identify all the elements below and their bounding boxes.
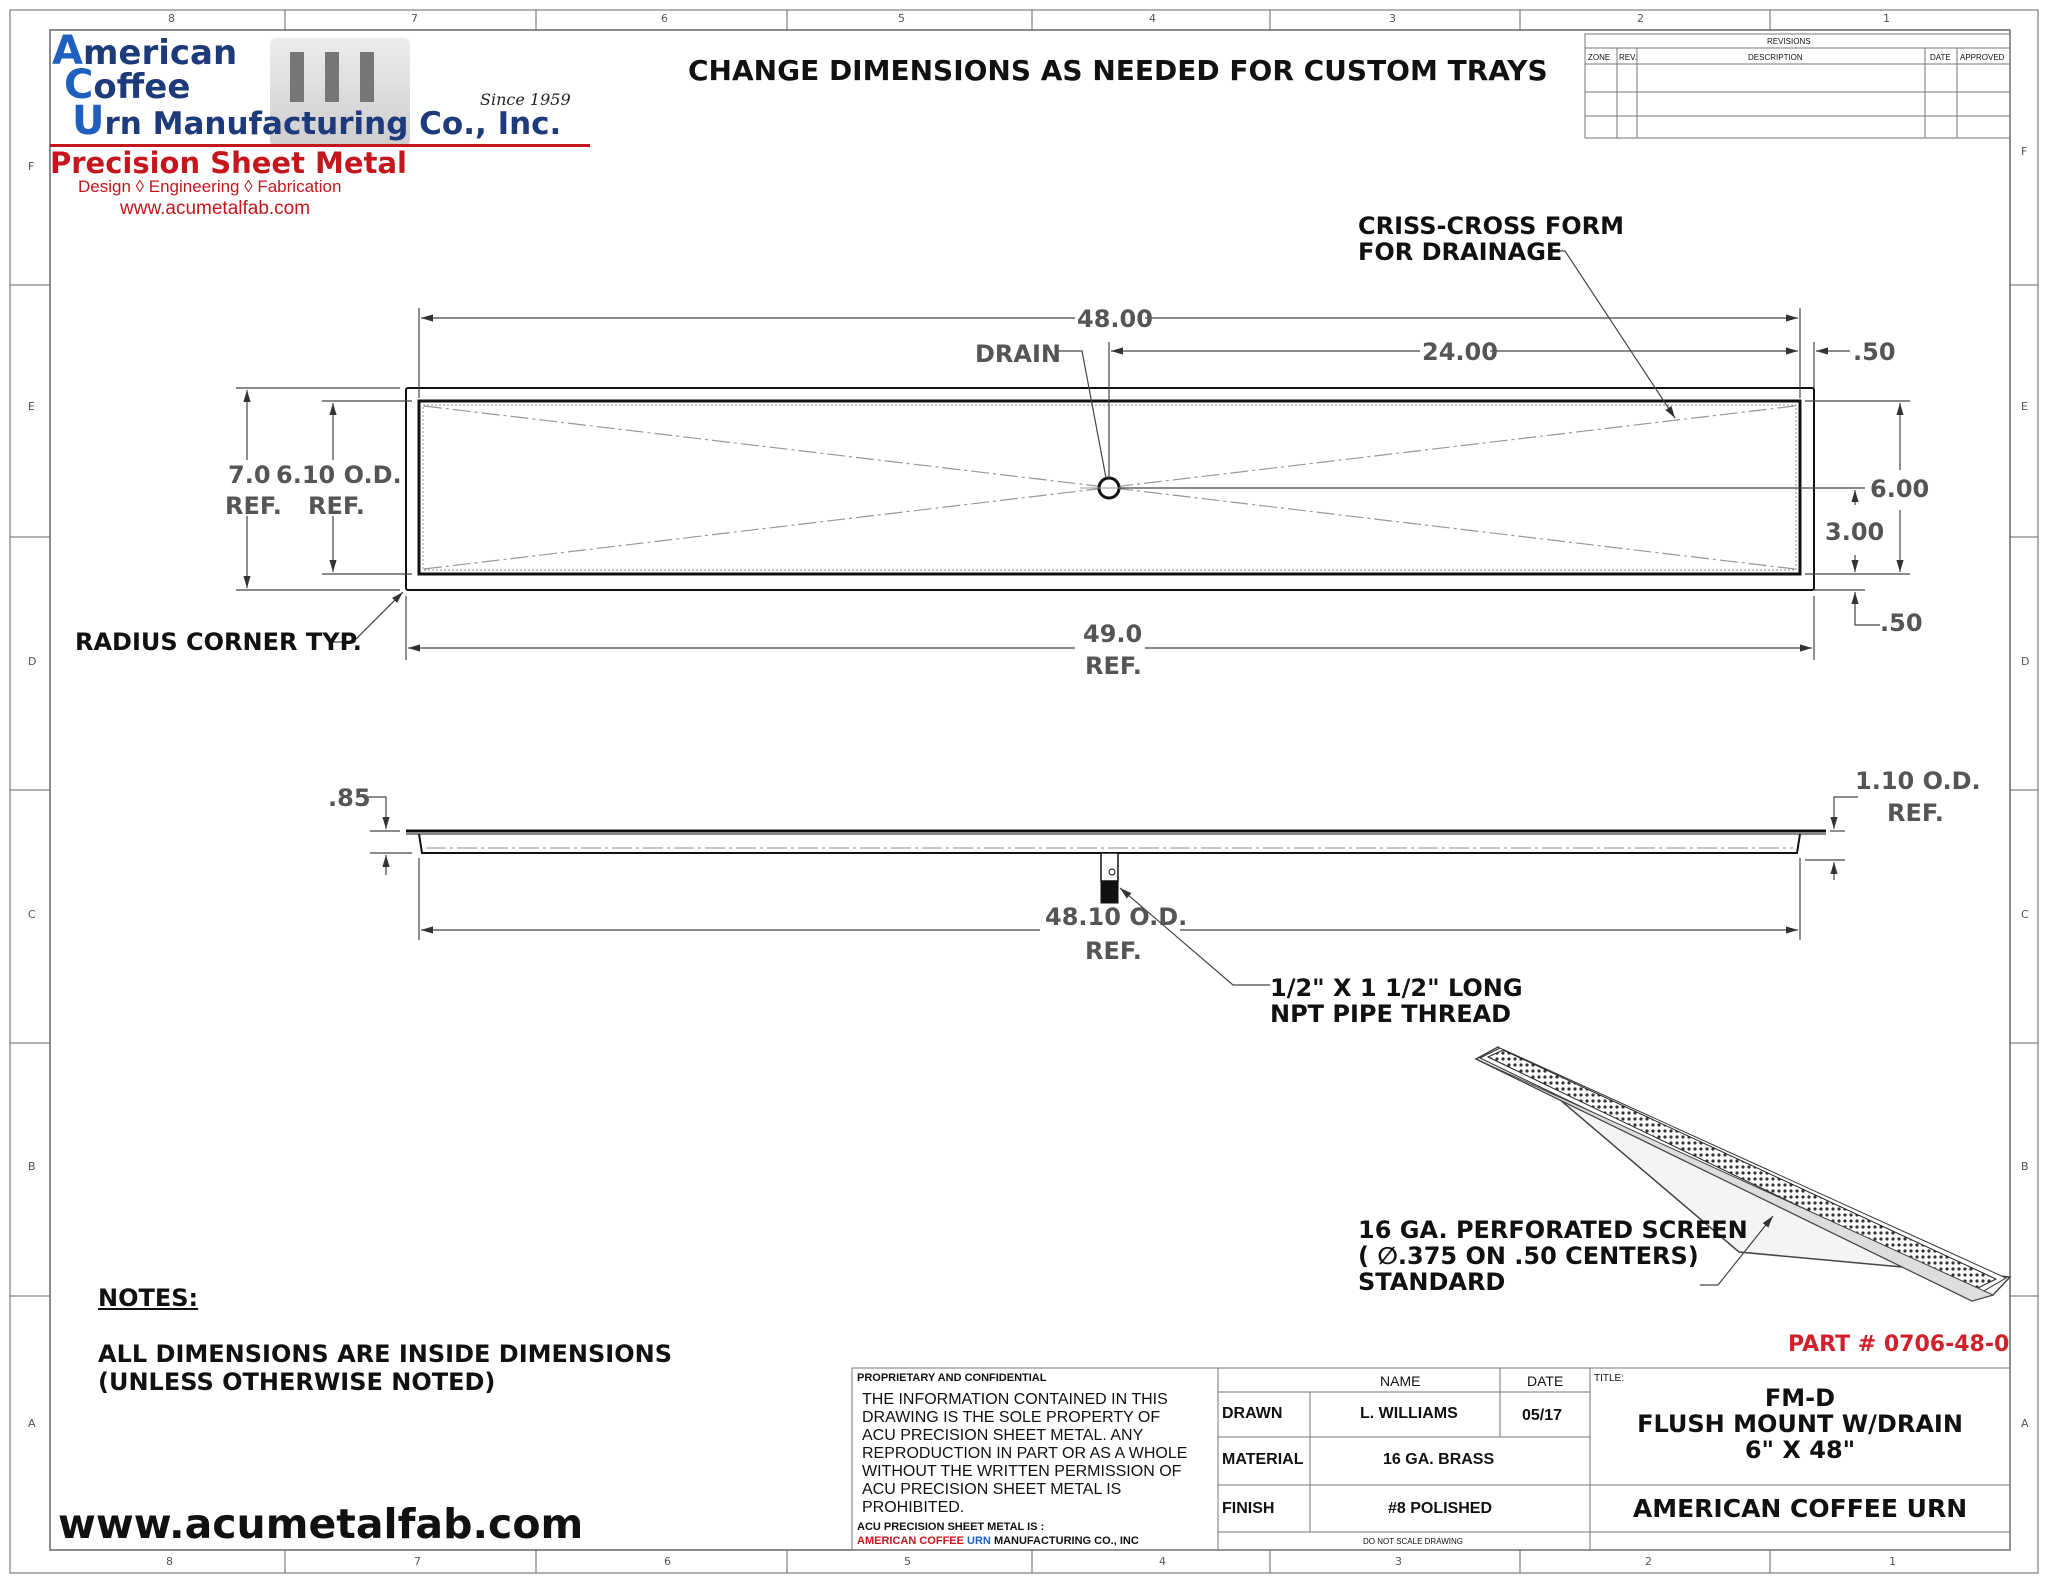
zone-top-1: 1 (1883, 12, 1890, 25)
zone-top-8: 8 (168, 12, 175, 25)
callout-thread-2: NPT PIPE THREAD (1270, 1000, 1512, 1028)
zone-top-5: 5 (898, 12, 905, 25)
revisions-col-approved: APPROVED (1960, 53, 2005, 62)
zone-bottom-6: 6 (664, 1555, 671, 1568)
part-number: PART # 0706-48-0 (1788, 1332, 2010, 1357)
callout-drain: DRAIN (975, 340, 1061, 368)
notes-heading: NOTES: (98, 1284, 199, 1312)
dim-outer-ref-label: REF. (225, 492, 282, 520)
zone-top-7: 7 (411, 12, 418, 25)
logo-tagline: Design ◊ Engineering ◊ Fabrication (78, 177, 342, 196)
tray-side-view (406, 831, 1826, 903)
logo-precision-sheet-metal: Precision Sheet Metal (50, 146, 407, 180)
zone-left-A: A (28, 1417, 36, 1430)
zone-left-B: B (28, 1160, 36, 1173)
footer-url: www.acumetalfab.com (58, 1500, 584, 1548)
callout-screen-3: STANDARD (1358, 1268, 1506, 1296)
zone-bottom-2: 2 (1645, 1555, 1652, 1568)
pipe-thread (1101, 853, 1118, 881)
dim-od: 6.10 O.D. (276, 461, 402, 489)
revisions-col-date: DATE (1930, 53, 1951, 62)
dim-outer-ref: 7.0 (228, 461, 271, 489)
revisions-title: REVISIONS (1767, 37, 1811, 46)
callout-criss-cross-2: FOR DRAINAGE (1358, 238, 1563, 266)
logo-line-coffee: Coffee (64, 62, 191, 108)
zone-bottom-5: 5 (904, 1555, 911, 1568)
do-not-scale: DO NOT SCALE DRAWING (1363, 1537, 1464, 1546)
material-label: MATERIAL (1222, 1451, 1304, 1468)
zone-bottom-8: 8 (166, 1555, 173, 1568)
acu-statement-1: ACU PRECISION SHEET METAL IS : (857, 1521, 1045, 1533)
zone-right-A: A (2021, 1417, 2029, 1430)
top-view-dimensions (236, 251, 1910, 660)
zone-right-E: E (2021, 400, 2028, 413)
drawn-date: 05/17 (1522, 1407, 1563, 1424)
finish-value: #8 POLISHED (1388, 1500, 1493, 1517)
name-heading: NAME (1380, 1373, 1421, 1389)
zone-left-C: C (28, 908, 36, 921)
zone-top-3: 3 (1389, 12, 1396, 25)
header-note: CHANGE DIMENSIONS AS NEEDED FOR CUSTOM TRAYS (688, 54, 1548, 87)
notes-line-1: ALL DIMENSIONS ARE INSIDE DIMENSIONS (98, 1340, 672, 1368)
title-line-2: FLUSH MOUNT W/DRAIN (1637, 1410, 1963, 1438)
dim-height-od: 1.10 O.D. (1855, 767, 1981, 795)
material-value: 16 GA. BRASS (1383, 1451, 1495, 1468)
dim-drain-offset: 24.00 (1422, 338, 1498, 366)
logo-url: www.acumetalfab.com (120, 198, 311, 219)
callout-thread-1: 1/2" X 1 1/2" LONG (1270, 974, 1523, 1002)
dim-height-od-label: REF. (1887, 799, 1944, 827)
notes-line-2: (UNLESS OTHERWISE NOTED) (98, 1368, 496, 1396)
zone-bottom-3: 3 (1395, 1555, 1402, 1568)
dim-depth: .85 (328, 784, 371, 812)
zone-right-C: C (2021, 908, 2029, 921)
date-heading: DATE (1527, 1373, 1564, 1389)
zone-right-D: D (2021, 655, 2030, 668)
title-line-1: FM-D (1764, 1384, 1836, 1412)
zone-bottom-4: 4 (1159, 1555, 1166, 1568)
dim-length: 48.00 (1077, 305, 1153, 333)
dim-bottom-od: 48.10 O.D. (1045, 903, 1188, 931)
logo-since: Since 1959 (480, 90, 571, 109)
zone-left-F: F (28, 160, 35, 173)
zone-bottom-1: 1 (1889, 1555, 1896, 1568)
title-label: TITLE: (1594, 1373, 1625, 1384)
proprietary-heading: PROPRIETARY AND CONFIDENTIAL (857, 1372, 1047, 1384)
company-name: AMERICAN COFFEE URN (1632, 1494, 1968, 1523)
revisions-col-zone: ZONE (1588, 53, 1611, 62)
acu-statement-2: AMERICAN COFFEE URN MANUFACTURING CO., INC (857, 1535, 1139, 1547)
drawn-name: L. WILLIAMS (1360, 1405, 1458, 1422)
zone-right-B: B (2021, 1160, 2029, 1173)
dim-edge-bottom: .50 (1880, 609, 1923, 637)
zone-top-2: 2 (1637, 12, 1644, 25)
dim-width: 6.00 (1870, 475, 1930, 503)
tray-top-view (406, 388, 1814, 590)
dim-edge-right: .50 (1853, 338, 1896, 366)
title-line-3: 6" X 48" (1744, 1436, 1856, 1464)
zone-top-4: 4 (1149, 12, 1156, 25)
drawing-frame (10, 10, 2038, 1573)
revisions-col-rev: REV. (1619, 53, 1637, 62)
drawn-label: DRAWN (1222, 1405, 1283, 1422)
dim-bottom-od-label: REF. (1085, 937, 1142, 965)
revisions-col-description: DESCRIPTION (1748, 53, 1803, 62)
dim-od-label: REF. (308, 492, 365, 520)
callout-screen-2: ( ∅.375 ON .50 CENTERS) (1358, 1242, 1699, 1270)
zone-bottom-7: 7 (414, 1555, 421, 1568)
proprietary-text: THE INFORMATION CONTAINED IN THIS DRAWING IS THE SOLE PROPERTY OF ACU PRECISION SHEET METAL. ANY REPRODUCTION IN PART OR AS A WHOLE WITHOUT THE WRITTEN PERMISSION OF ACU PRECISION SHEET METAL IS PROHIBITED. (862, 1391, 1188, 1516)
zone-left-E: E (28, 400, 35, 413)
dim-overall-label: REF. (1085, 652, 1142, 680)
company-logo (50, 28, 590, 222)
zone-right-F: F (2021, 145, 2028, 158)
dim-half-width: 3.00 (1825, 518, 1885, 546)
drawing-title (1590, 1385, 2010, 1463)
logo-line-urn: Urn Manufacturing Co., Inc. (72, 98, 562, 144)
logo-line-american: American (52, 28, 238, 74)
revisions-block (1585, 34, 2010, 138)
finish-label: FINISH (1222, 1500, 1275, 1517)
callout-criss-cross-1: CRISS-CROSS FORM (1358, 212, 1624, 240)
callout-radius-corner: RADIUS CORNER TYP. (75, 628, 362, 656)
callout-screen-1: 16 GA. PERFORATED SCREEN (1358, 1216, 1748, 1244)
zone-left-D: D (28, 655, 37, 668)
zone-top-6: 6 (661, 12, 668, 25)
dim-overall: 49.0 (1083, 620, 1143, 648)
